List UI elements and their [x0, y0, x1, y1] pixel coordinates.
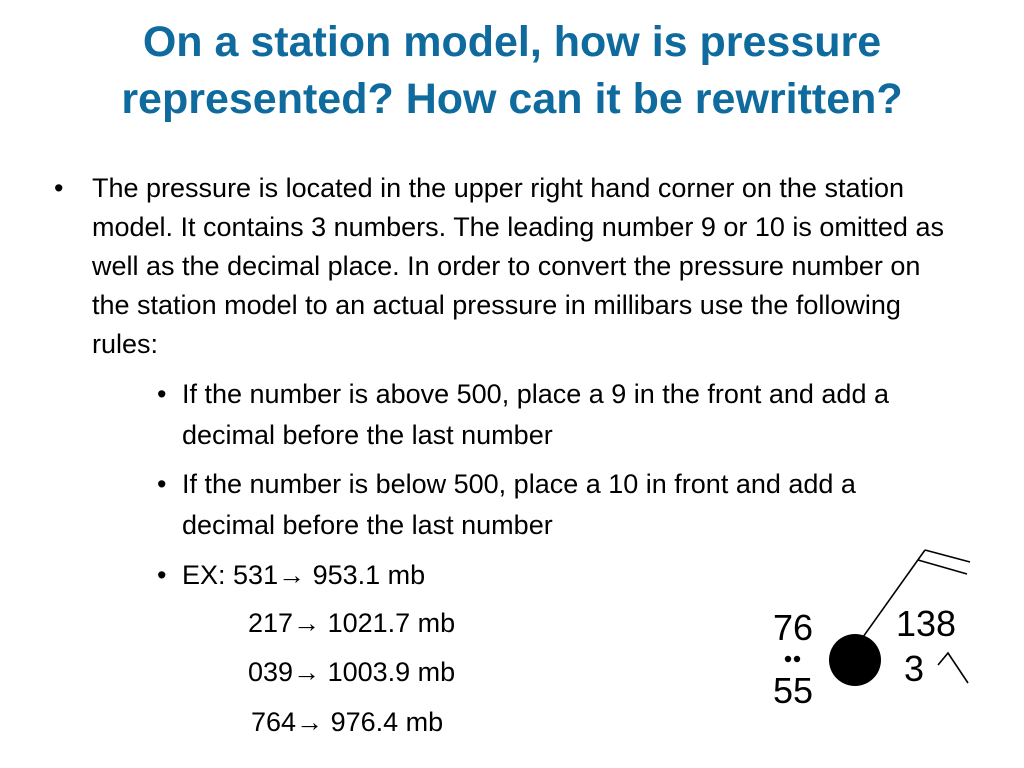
example-output: 1003.9 mb: [320, 657, 456, 687]
bullet-icon: •: [157, 469, 167, 499]
rule-text: If the number is below 500, place a 10 in front and add a decimal before the last number: [182, 469, 856, 540]
example-line-2: [248, 607, 455, 639]
example-label: EX:: [182, 560, 234, 590]
example-output: 953.1 mb: [305, 560, 426, 590]
station-model-svg: [765, 540, 980, 715]
pressure-tendency-value: 3: [904, 648, 925, 689]
arrow-right-icon: →: [293, 608, 321, 638]
example-input: 764: [251, 707, 297, 737]
example-output: 1021.7 mb: [320, 608, 456, 638]
title-line-2: represented? How can it be rewritten?: [121, 75, 903, 123]
rule-text: If the number is above 500, place a 9 in the front and add a decimal before the last number: [182, 379, 889, 450]
wind-barb-1: [925, 550, 970, 562]
dew-point-value: 55: [773, 670, 814, 711]
main-bullet-text: The pressure is located in the upper right hand corner on the station model. It contains 3 numbers. The leading number 9 or 10 is omitted as well as the decimal place. In order to convert the pressure number on the station model to an actual pressure in millibars use the following rules:: [92, 173, 944, 359]
temperature-value: 76: [773, 607, 814, 648]
example-line-4: [251, 706, 443, 738]
example-input: 217: [248, 608, 294, 638]
arrow-right-icon: →: [278, 560, 306, 590]
bullet-icon: •: [54, 173, 64, 203]
wind-barb-2: [918, 560, 967, 574]
bullet-icon: •: [157, 560, 167, 590]
sky-cover-icon: [829, 634, 881, 686]
bullet-icon: •: [157, 379, 167, 409]
arrow-right-icon: →: [296, 707, 324, 737]
slide-title: [0, 14, 1024, 128]
title-line-1: On a station model, how is pressure: [142, 18, 882, 66]
pressure-tendency-icon: [938, 653, 968, 683]
weather-dot-icon: [794, 656, 800, 662]
example-input: 039: [248, 657, 294, 687]
example-output: 976.4 mb: [323, 707, 444, 737]
example-input: 531: [233, 560, 279, 590]
example-line-3: [248, 656, 455, 688]
pressure-value: 138: [896, 603, 957, 644]
weather-dot-icon: [785, 656, 791, 662]
arrow-right-icon: →: [293, 657, 321, 687]
